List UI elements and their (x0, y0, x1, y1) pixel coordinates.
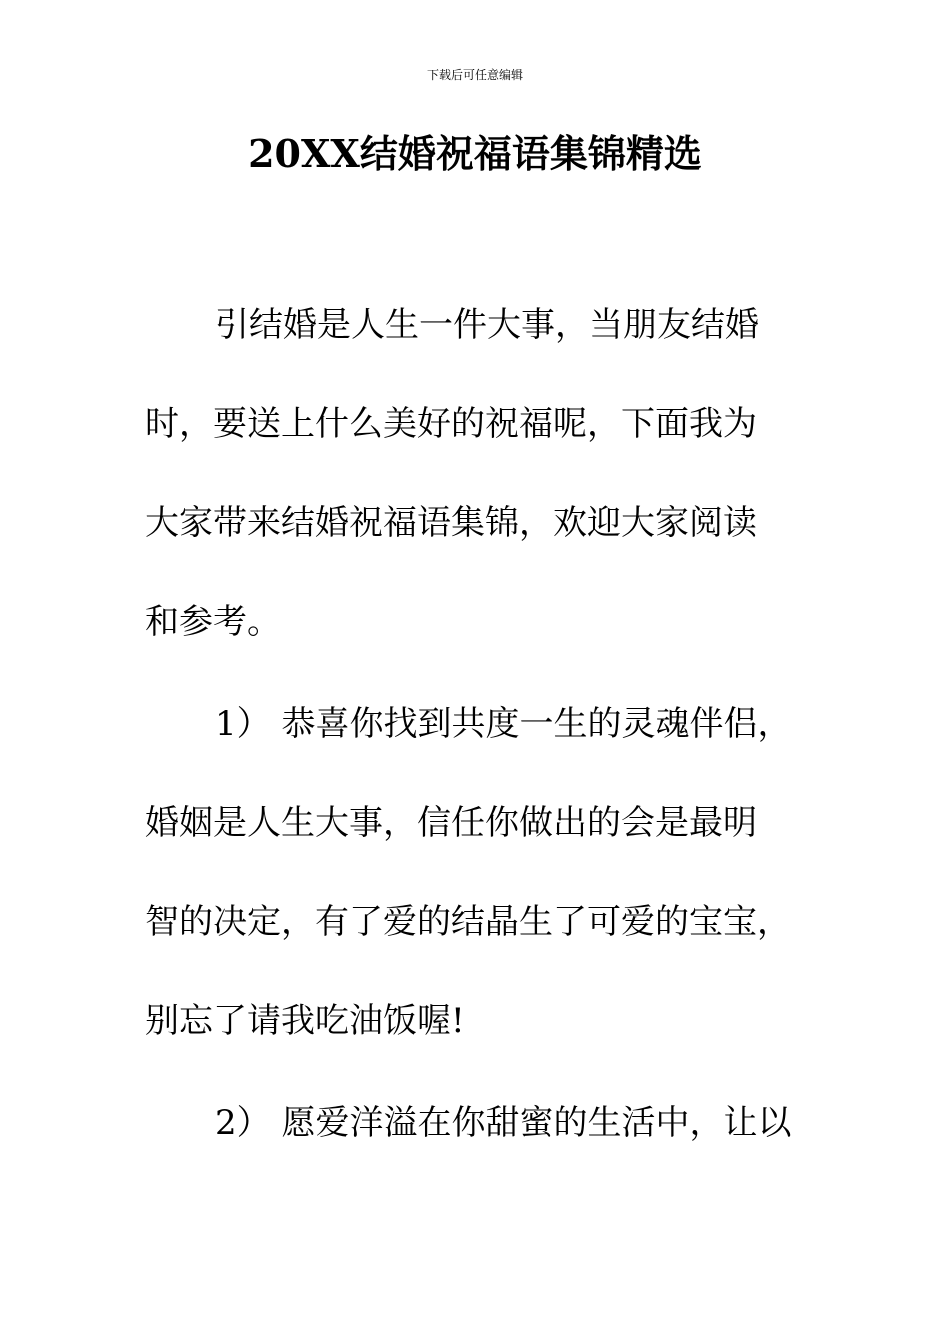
paragraph-line: 2） 愿爱洋溢在你甜蜜的生活中，让以 (215, 1103, 792, 1143)
paragraph-line: 智的决定，有了爱的结晶生了可爱的宝宝， (145, 902, 791, 942)
paragraph-line: 1） 恭喜你找到共度一生的灵魂伴侣， (215, 704, 792, 744)
paragraph-line: 时，要送上什么美好的祝福呢，下面我为 (145, 404, 757, 444)
header-note: 下载后可任意编辑 (426, 68, 523, 82)
paragraph-line: 大家带来结婚祝福语集锦，欢迎大家阅读 (145, 503, 757, 543)
paragraph-line: 和参考。 (145, 602, 281, 642)
paragraph-line: 别忘了请我吃油饭喔! (145, 1001, 465, 1041)
document-title: 20XX结婚祝福语集锦精选 (248, 131, 702, 176)
paragraph-line: 婚姻是人生大事，信任你做出的会是最明 (145, 803, 757, 843)
paragraph-line: 引结婚是人生一件大事，当朋友结婚 (215, 305, 759, 345)
